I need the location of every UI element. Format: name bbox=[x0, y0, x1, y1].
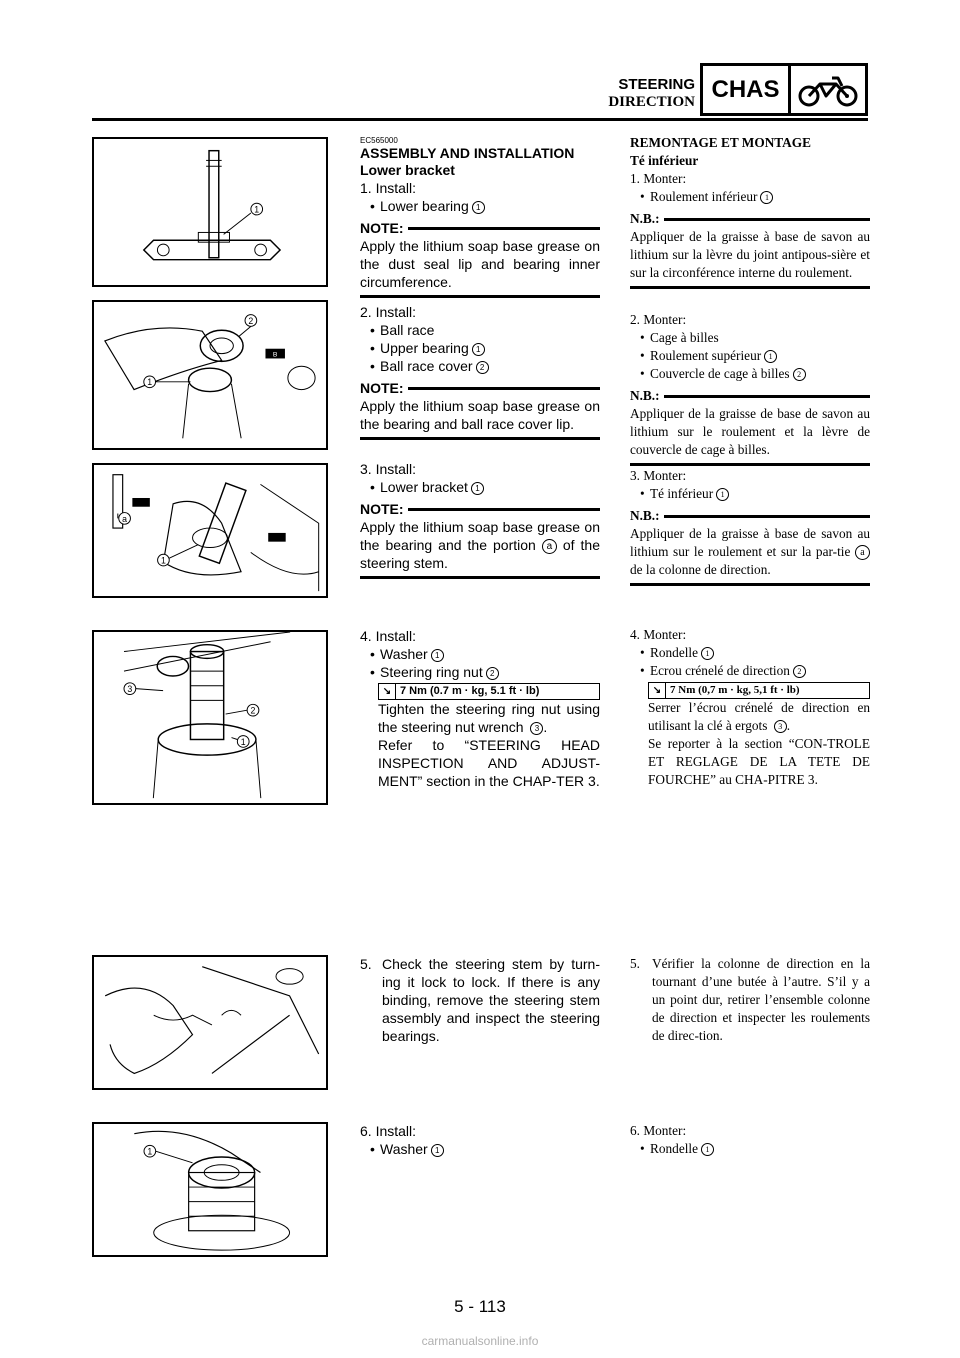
en-step-5-block: 5. Check the steering stem by turn-ing it lock to lock. If there is any binding, remove the steering stem assembly and inspect the steering bearings. bbox=[360, 956, 600, 1044]
chapter-badge bbox=[700, 63, 868, 116]
fr-note-1: N.B.: bbox=[630, 210, 870, 228]
fig3-callout-a: a bbox=[122, 513, 128, 524]
figure-steering-ring-nut bbox=[92, 630, 328, 805]
header-rule bbox=[92, 118, 868, 121]
en-heading: ASSEMBLY AND INSTALLATION bbox=[360, 145, 575, 161]
en-step-1-block bbox=[360, 136, 600, 298]
fig4-callout-1: 1 bbox=[240, 736, 246, 747]
section-title-fr: DIRECTION bbox=[608, 94, 695, 110]
en-step-6-block: 6. Install: • Washer 1 bbox=[360, 1122, 600, 1158]
en-step-2-block: 2. Install: • Ball race • Upper bearing 1 • Ball race cover 2 NOTE: Apply the lithium soap base grease on the bearing and ball race cover lip. bbox=[360, 303, 600, 440]
en-step-5-text: Check the steering stem by turn-ing it lock to lock. If there is any binding, remove the steering stem assembly and inspect the steering bearings. bbox=[382, 956, 600, 1044]
fr-torque-spec: ↘ 7 Nm (0,7 m · kg, 5,1 ft · lb) bbox=[648, 682, 870, 699]
fig2-callout-2: 2 bbox=[248, 315, 254, 326]
torque-wrench-icon: ↘ bbox=[649, 683, 666, 698]
fr-note-3-text: Appliquer de la graisse à base de savon au lithium sur le roulement et sur la par-tie a de la colonne de direction. bbox=[630, 526, 870, 577]
fig2-callout-1: 1 bbox=[147, 377, 153, 388]
en-note-1-text: Apply the lithium soap base grease on the dust seal lip and bearing inner circumference. bbox=[360, 238, 600, 290]
fig3-callout-1: 1 bbox=[160, 555, 166, 566]
figure-lower-bracket-install bbox=[92, 463, 328, 598]
en-note-1: NOTE: bbox=[360, 219, 600, 237]
fig6-callout-1: 1 bbox=[147, 1146, 153, 1157]
torque-wrench-icon: ↘ bbox=[379, 684, 396, 699]
en-step-3: 3. Install: bbox=[360, 461, 417, 477]
en-step-4-ref: Refer to “STEERING HEAD INSPECTION AND ADJUST-MENT” section in the CHAP-TER 3. bbox=[378, 737, 600, 789]
fr-note-2-text: Appliquer de la graisse de base de savon au lithium sur le roulement et la lèvre de couvercle de cage à billes. bbox=[630, 406, 870, 457]
en-step-3-block: 3. Install: • Lower bracket 1 NOTE: Apply the lithium soap base grease on the bearing and the portion a of the steering stem. bbox=[360, 460, 600, 579]
en-note-2: NOTE: bbox=[360, 379, 600, 397]
watermark: carmanualsonline.info bbox=[421, 1334, 539, 1348]
en-subheading: Lower bracket bbox=[360, 162, 455, 178]
section-code: EC565000 bbox=[360, 136, 398, 145]
fr-heading: REMONTAGE ET MONTAGE bbox=[630, 135, 812, 150]
fr-step-4-text: Serrer l’écrou crénelé de direction en utilisant la clé à ergots 3 . bbox=[648, 700, 870, 733]
fig4-callout-2: 2 bbox=[250, 705, 256, 716]
figure-lower-bracket bbox=[92, 137, 328, 287]
en-note-2-text: Apply the lithium soap base grease on the bearing and ball race cover lip. bbox=[360, 398, 600, 432]
fr-step-2-block: 2. Monter: • Cage à billes • Roulement supérieur 1 • Couvercle de cage à billes 2 N.B.: Appliquer de la graisse de base de savon au lithium sur le roulement et la lèvre de couvercle de cage à billes. bbox=[630, 311, 870, 466]
en-step-2: 2. Install: bbox=[360, 304, 417, 320]
en-step-1: 1. Install: bbox=[360, 180, 417, 196]
en-torque-spec: ↘ 7 Nm (0.7 m · kg, 5.1 ft · lb) bbox=[378, 683, 600, 700]
chapter-label: CHAS bbox=[703, 66, 791, 113]
fr-step-1-block: REMONTAGE ET MONTAGE Té inférieur 1. Monter: • Roulement inférieur 1 N.B.: Appliquer de la graisse à base de savon au lithium sur la lèvre du joint antipous-sière et sur la circonférence interne du roulement. bbox=[630, 134, 870, 289]
fr-step-3-block: 3. Monter: • Té inférieur 1 N.B.: Appliquer de la graisse à base de savon au lithium sur le roulement et sur la par-tie a de la colonne de direction. bbox=[630, 467, 870, 586]
figure-steering-check bbox=[92, 955, 328, 1090]
page-number: 5 - 113 bbox=[454, 1297, 506, 1316]
fig1-callout: 1 bbox=[254, 204, 260, 215]
fr-step-4-block: 4. Monter: • Rondelle 1 • Ecrou crénelé de direction 2 ↘ 7 Nm (0,7 m · kg, 5,1 ft · lb) Serrer l’écrou crénelé de direction en utilisant la clé à ergots 3 . Se reporter à la section “CON-TROLE ET REGLAGE DE LA TETE DE FOURCHE” au CHA-PITRE 3. bbox=[630, 626, 870, 789]
fr-step-5-text: Vérifier la colonne de direction en la tournant d’une butée à l’autre. S’il y a un point dur, retirer l’ensemble colonne de direction et inspecter les roulements de direc-tion. bbox=[652, 956, 870, 1043]
en-step-1-item: • Lower bearing 1 bbox=[360, 197, 600, 215]
fr-step-5-block: 5. Vérifier la colonne de direction en la tournant d’une butée à l’autre. S’il y a un point dur, retirer l’ensemble colonne de direction et inspecter les roulements de direc-tion. bbox=[630, 956, 870, 1043]
en-step-6: 6. Install: bbox=[360, 1123, 417, 1139]
figure-ball-race bbox=[92, 300, 328, 450]
grease-mark: B bbox=[272, 351, 278, 359]
fr-step-6-block: 6. Monter: • Rondelle 1 bbox=[630, 1122, 870, 1158]
fr-note-2: N.B.: bbox=[630, 387, 870, 405]
fig4-callout-3: 3 bbox=[127, 684, 133, 695]
en-step-4-text: Tighten the steering ring nut using the steering nut wrench 3 . bbox=[378, 701, 600, 735]
section-title-en: STEERING bbox=[618, 76, 695, 93]
en-step-4: 4. Install: bbox=[360, 628, 417, 644]
figure-washer bbox=[92, 1122, 328, 1257]
en-step-4-block: 4. Install: • Washer 1 • Steering ring nut 2 ↘ 7 Nm (0.7 m · kg, 5.1 ft · lb) Tighten the steering ring nut using the steering nut wrench 3 . Refer to “STEERING HEAD INSPECTION AND ADJUST-MENT” section in the CHAP-TER 3. bbox=[360, 627, 600, 790]
en-note-3-text: Apply the lithium soap base grease on the bearing and the portion a of the steering stem. bbox=[360, 519, 601, 571]
fr-subheading: Té inférieur bbox=[630, 153, 699, 168]
motorcycle-icon bbox=[791, 66, 865, 113]
fr-step-4-ref: Se reporter à la section “CON-TROLE ET REGLAGE DE LA TETE DE FOURCHE” au CHA-PITRE 3. bbox=[648, 736, 870, 787]
fr-note-1-text: Appliquer de la graisse à base de savon au lithium sur la lèvre du joint antipous-sière et sur la circonférence interne du roulement. bbox=[630, 229, 870, 280]
fr-note-3: N.B.: bbox=[630, 507, 870, 525]
header-titles bbox=[608, 77, 695, 110]
en-note-3: NOTE: bbox=[360, 500, 600, 518]
